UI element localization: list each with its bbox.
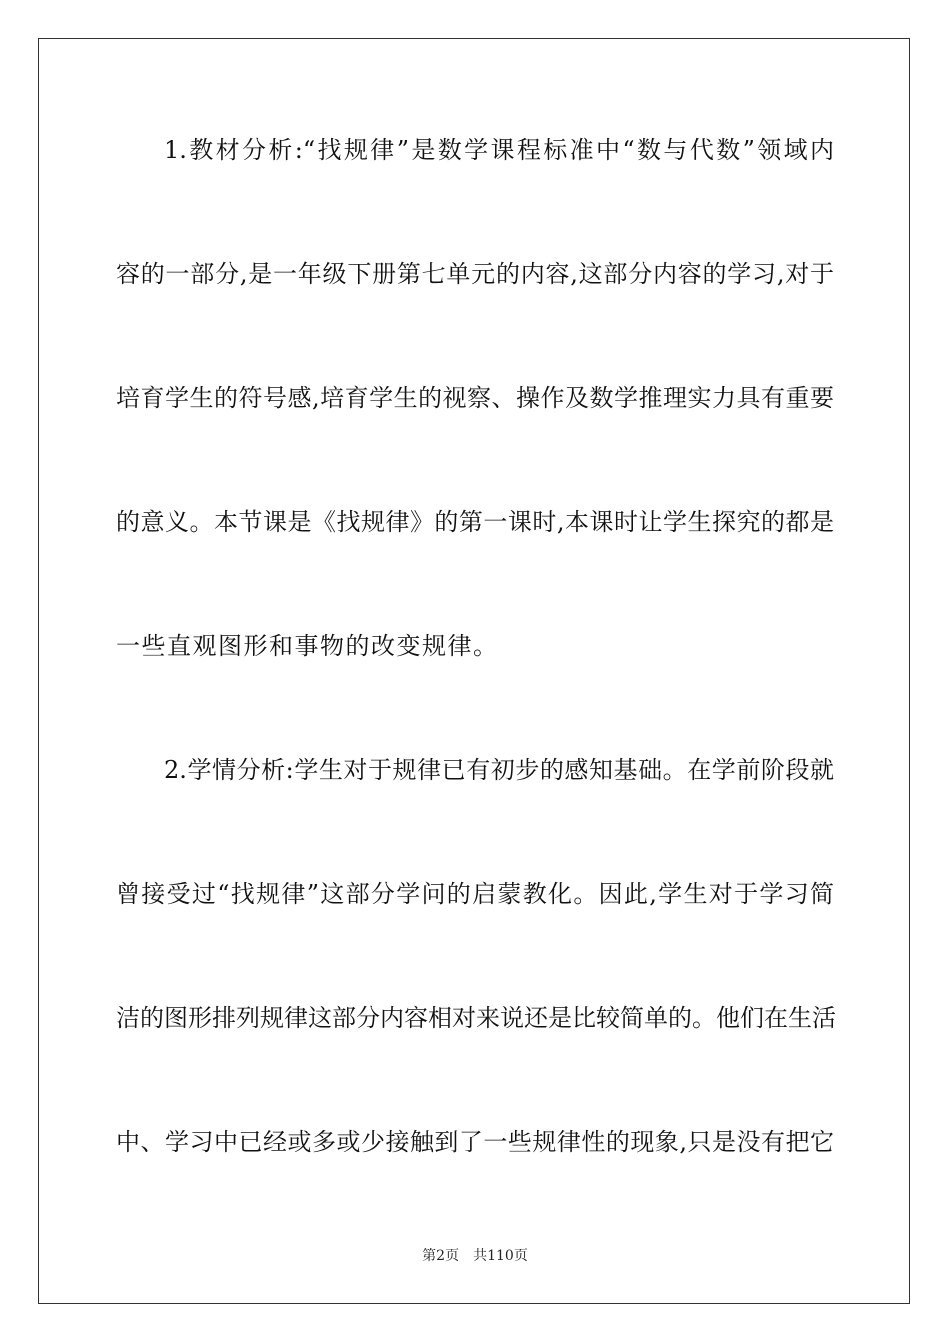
- page-border: [38, 38, 910, 1304]
- paragraph-1-line-4: 的意义。本节课是《找规律》的第一课时,本课时让学生探究的都是: [116, 508, 834, 536]
- page-number: 第2页: [422, 1248, 460, 1264]
- total-pages: 共110页: [473, 1248, 528, 1264]
- paragraph-1-line-3: 培育学生的符号感,培育学生的视察、操作及数学推理实力具有重要: [116, 384, 834, 412]
- paragraph-2-line-3: 洁的图形排列规律这部分内容相对来说还是比较简单的。他们在生活: [116, 1004, 836, 1032]
- paragraph-1-line-2: 容的一部分,是一年级下册第七单元的内容,这部分内容的学习,对于: [116, 260, 834, 288]
- paragraph-1-line-5: 一些直观图形和事物的改变规律。: [116, 632, 499, 660]
- paragraph-2-line-1: 2.学情分析:学生对于规律已有初步的感知基础。在学前阶段就: [164, 756, 834, 784]
- paragraph-2-line-4: 中、学习中已经或多或少接触到了一些规律性的现象,只是没有把它: [116, 1128, 834, 1156]
- paragraph-2-line-2: 曾接受过“找规律”这部分学问的启蒙教化。因此,学生对于学习简: [116, 880, 834, 908]
- paragraph-1-line-1: 1.教材分析:“找规律”是数学课程标准中“数与代数”领域内: [164, 136, 834, 164]
- page-footer: [0, 1247, 950, 1265]
